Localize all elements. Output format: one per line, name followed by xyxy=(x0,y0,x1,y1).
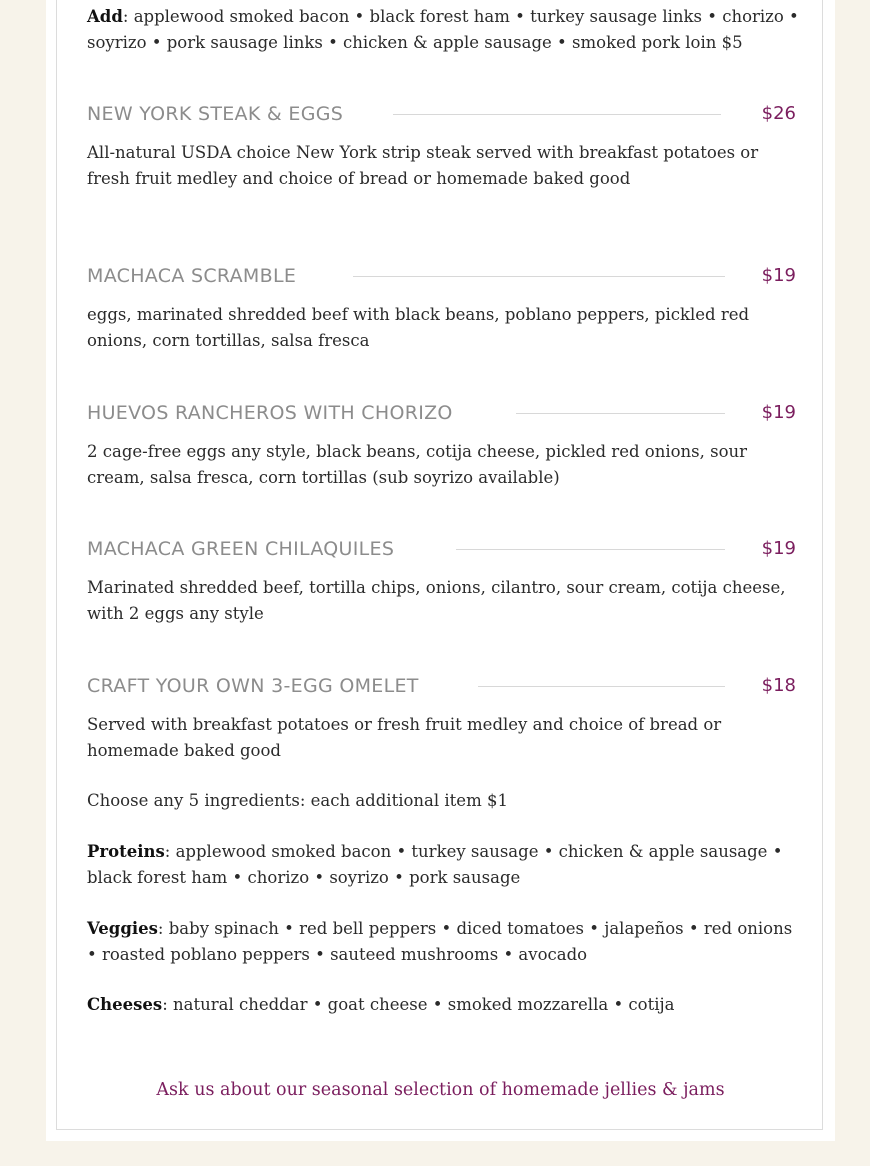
menu-item-new-york-steak-eggs xyxy=(87,99,796,129)
omelet-cheeses-label: Cheeses xyxy=(87,995,163,1014)
menu-item-description: Marinated shredded beef, tortilla chips, onions, cilantro, sour cream, cotija cheese, with 2 eggs any style xyxy=(87,578,786,623)
menu-item-machaca-scramble xyxy=(87,261,796,291)
menu-item-divider xyxy=(516,413,725,414)
seasonal-jams-note: Ask us about our seasonal selection of homemade jellies & jams xyxy=(156,1080,725,1100)
omelet-proteins-list: : applewood smoked bacon • turkey sausage • chicken & apple sausage • black forest ham • chorizo • soyrizo • pork sausage xyxy=(87,842,783,887)
menu-item-machaca-green-chilaquiles xyxy=(87,534,796,564)
omelet-veggies-list: : baby spinach • red bell peppers • diced tomatoes • jalapeños • red onions • roasted poblano peppers • sauteed mushrooms • avocado xyxy=(87,919,793,964)
menu-item-divider xyxy=(393,114,721,115)
menu-item-price: $18 xyxy=(761,675,796,696)
menu-item-divider xyxy=(353,276,725,277)
menu-item-price: $19 xyxy=(761,265,796,286)
menu-item-description: eggs, marinated shredded beef with black beans, poblano peppers, pickled red onions, corn tortillas, salsa fresca xyxy=(87,305,750,350)
omelet-proteins xyxy=(87,839,799,890)
omelet-veggies xyxy=(87,916,799,967)
menu-item-name: CRAFT YOUR OWN 3-EGG OMELET xyxy=(87,675,419,697)
menu-item-price: $19 xyxy=(761,538,796,559)
menu-item-price: $19 xyxy=(761,402,796,423)
menu-item-name: MACHACA GREEN CHILAQUILES xyxy=(87,538,395,560)
omelet-cheeses xyxy=(87,992,799,1018)
menu-item-name: HUEVOS RANCHEROS WITH CHORIZO xyxy=(87,402,453,424)
menu-item-divider xyxy=(456,549,725,550)
menu-item-craft-your-own-omelet xyxy=(87,671,796,701)
menu-item-price: $26 xyxy=(761,103,796,124)
omelet-proteins-label: Proteins xyxy=(87,842,165,861)
menu-item-description: All-natural USDA choice New York strip steak served with breakfast potatoes or fresh fruit medley and choice of bread or homemade baked good xyxy=(87,143,759,188)
omelet-choose-text: Choose any 5 ingredients: each additional item $1 xyxy=(87,791,508,810)
add-ons-text xyxy=(87,4,799,55)
menu-item-huevos-rancheros xyxy=(87,398,796,428)
menu-item-description: Served with breakfast potatoes or fresh fruit medley and choice of bread or homemade baked good xyxy=(87,715,722,760)
menu-item-name: NEW YORK STEAK & EGGS xyxy=(87,103,344,125)
omelet-veggies-label: Veggies xyxy=(87,919,158,938)
add-ons-list: : applewood smoked bacon • black forest ham • turkey sausage links • chorizo • soyrizo • pork sausage links • chicken & apple sausage • smoked pork loin $5 xyxy=(87,7,799,52)
menu-item-divider xyxy=(478,686,725,687)
omelet-cheeses-list: : natural cheddar • goat cheese • smoked mozzarella • cotija xyxy=(162,995,675,1014)
menu-item-description: 2 cage-free eggs any style, black beans, cotija cheese, pickled red onions, sour cream, salsa fresca, corn tortillas (sub soyrizo available) xyxy=(87,442,748,487)
menu-item-name: MACHACA SCRAMBLE xyxy=(87,265,297,287)
add-ons-label: Add xyxy=(87,7,123,26)
